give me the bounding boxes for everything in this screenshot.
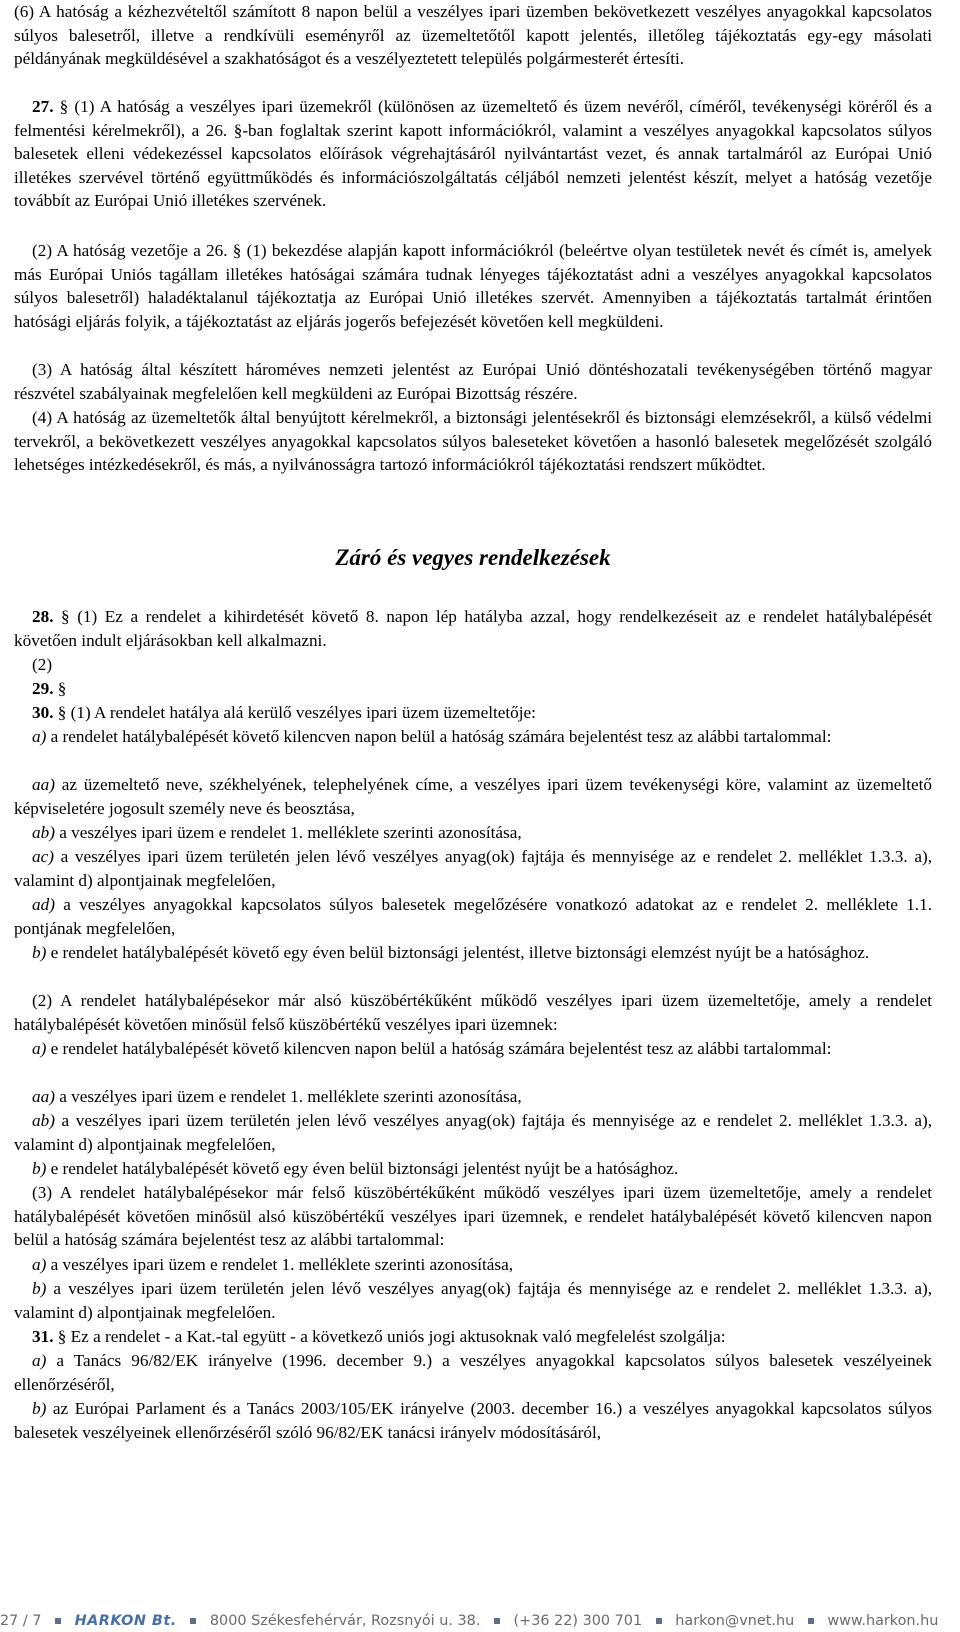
paragraph [14, 406, 932, 477]
paragraph-text: a veszélyes ipari üzem e rendelet 1. melléklete szerinti azonosítása, [54, 823, 522, 842]
paragraph [14, 358, 932, 405]
item-marker: b) [32, 1279, 47, 1298]
list-item [14, 1277, 932, 1324]
item-marker: ac) [32, 847, 54, 866]
list-item [14, 1397, 932, 1444]
item-marker: b) [32, 943, 47, 962]
paragraph-text: az Európai Parlament és a Tanács 2003/105/EK irányelve (2003. december 16.) a veszélyes anyagokkal kapcsolatos súlyos balesetek veszélyeinek ellenőrzéséről szóló 96/82/EK tanácsi irányelv módosításáról, [14, 1399, 932, 1442]
list-item [14, 1109, 932, 1156]
paragraph-text: § Ez a rendelet - a Kat.-tal együtt - a következő uniós jogi aktusoknak való megfelelést szolgálja: [53, 1327, 726, 1346]
paragraph-text: (2) [32, 655, 53, 674]
paragraph-text: az üzemeltető neve, székhelyének, telephelyének címe, a veszélyes ipari üzem tevékenységi köre, valamint az üzemeltető képviseletére jogosult személy neve és beosztása, [14, 775, 932, 818]
paragraph-text: a veszélyes ipari üzem e rendelet 1. melléklete szerinti azonosítása, [46, 1255, 514, 1274]
paragraph-section [14, 95, 932, 213]
paragraph-text: a veszélyes ipari üzem területén jelen lévő veszélyes anyag(ok) fajtája és mennyisége az e rendelet 2. melléklet 1.3.3. a), valamint d) alpontjainak megfelelően. [14, 1279, 932, 1322]
item-marker: a) [32, 1351, 47, 1370]
separator-square-icon [55, 1618, 61, 1624]
paragraph-text: (6) A hatóság a kézhezvételtől számított 8 napon belül a veszélyes ipari üzemben bekövetkezett veszélyes anyagokkal kapcsolatos súlyos balesetről, illetve a rendkívüli eseményről az üzemeltetőtől kapott jelentés, illetőleg tájékoztatás egy-egy másolati példányának megküldésével a szakhatóságot és a veszélyeztetett település polgármesterét értesíti. [14, 2, 932, 69]
paragraph-text: § (1) A rendelet hatálya alá kerülő veszélyes ipari üzem üzemeltetője: [53, 703, 536, 722]
list-item [14, 941, 932, 965]
list-item [14, 1037, 932, 1061]
paragraph-text: a veszélyes ipari üzem e rendelet 1. melléklete szerinti azonosítása, [54, 1087, 522, 1106]
footer-phone: (+36 22) 300 701 [513, 1613, 643, 1629]
item-marker: a) [32, 1255, 47, 1274]
paragraph-section [14, 1325, 932, 1349]
company-logo: HARKON Bt. [74, 1613, 177, 1629]
paragraph [14, 653, 932, 677]
paragraph-section [14, 605, 932, 652]
footer-website[interactable]: www.harkon.hu [827, 1613, 939, 1629]
page-footer [0, 1610, 960, 1632]
paragraph-section [14, 701, 932, 725]
footer-address: 8000 Székesfehérvár, Rozsnyói u. 38. [209, 1613, 481, 1629]
list-item [14, 725, 932, 749]
paragraph-text: (3) A rendelet hatálybalépésekor már felső küszöbértékűként működő veszélyes ipari üzem üzemeltetője, amely a rendelet hatálybalépését követően minősül alsó küszöbértékű veszélyes ipari üzemnek, e rendelet hatálybalépését követő kilencven napon belül a hatóság számára bejelentést tesz az alábbi tartalommal: [14, 1183, 932, 1250]
paragraph-text: a veszélyes ipari üzem területén jelen lévő veszélyes anyag(ok) fajtája és mennyisége az e rendelet 2. melléklet 1.3.3. a), valamint d) alpontjainak megfelelően, [14, 1111, 932, 1154]
separator-square-icon [656, 1618, 662, 1624]
separator-square-icon [808, 1618, 814, 1624]
paragraph-section [14, 677, 932, 701]
paragraph-text: § (1) A hatóság a veszélyes ipari üzemekről (különösen az üzemeltető és üzem nevéről, címéről, tevékenységi köréről és a felmentési kérelmekről), a 26. §-ban foglaltak szerint kapott információkról, valamint a veszélyes anyagokkal kapcsolatos súlyos balesetek elleni védekezéssel kapcsolatos előírások végrehajtásáról nyilvántartást vezet, és annak tartalmáról az Európai Unió illetékes szervével történő együttműködés és információszolgáltatás céljából nemzeti jelentést készít, melyet a hatóság vezetője továbbít az Európai Unió illetékes szervének. [14, 97, 932, 211]
list-item [14, 1085, 932, 1109]
paragraph-text: a Tanács 96/82/EK irányelve (1996. december 9.) a veszélyes anyagokkal kapcsolatos súlyos balesetek veszélyeinek ellenőrzéséről, [14, 1351, 932, 1394]
list-item [14, 821, 932, 845]
item-marker: ab) [32, 1111, 55, 1130]
section-number: 27. [32, 97, 54, 116]
paragraph-text: a rendelet hatálybalépését követő kilencven napon belül a hatóság számára bejelentést tesz az alábbi tartalommal: [46, 727, 832, 746]
item-marker: a) [32, 1039, 47, 1058]
paragraph [14, 1181, 932, 1252]
section-number: 31. [32, 1327, 54, 1346]
paragraph-text: a veszélyes ipari üzem területén jelen lévő veszélyes anyag(ok) fajtája és mennyisége az e rendelet 2. melléklet 1.3.3. a), valamint d) alpontjainak megfelelően, [14, 847, 932, 890]
paragraph [14, 239, 932, 333]
list-item [14, 893, 932, 940]
item-marker: b) [32, 1399, 47, 1418]
paragraph-text: § [53, 679, 67, 698]
paragraph [14, 0, 932, 71]
item-marker: ad) [32, 895, 55, 914]
list-item [14, 1157, 932, 1181]
separator-square-icon [494, 1618, 500, 1624]
separator-square-icon [190, 1618, 196, 1624]
paragraph-text: e rendelet hatálybalépését követő kilencven napon belül a hatóság számára bejelentést tesz az alábbi tartalommal: [46, 1039, 832, 1058]
paragraph-text: (2) A hatóság vezetője a 26. § (1) bekezdése alapján kapott információkról (beleértve olyan testületek nevét és címét is, amelyek más Európai Uniós tagállam illetékes hatóságai számára tudnak lényeges tájékoztatást adni a veszélyes anyagokkal kapcsolatos súlyos balesetről) haladéktalanul tájékoztatja az Európai Unió illetékes szervét. Amennyiben a tájékoztatás tartalmát érintően hatósági eljárás folyik, a tájékoztatást az eljárás jogerős befejezését követően kell megküldeni. [14, 241, 932, 331]
item-marker: aa) [32, 1087, 55, 1106]
paragraph-text: (2) A rendelet hatálybalépésekor már alsó küszöbértékűként működő veszélyes ipari üzem üzemeltetője, amely a rendelet hatálybalépését követően minősül felső küszöbértékű veszélyes ipari üzemnek: [14, 991, 932, 1034]
paragraph-text: (3) A hatóság által készített hároméves nemzeti jelentést az Európai Unió döntéshozatali tevékenységében történő magyar részvétel szabályainak megfelelően kell megküldeni az Európai Bizottság részére. [14, 360, 932, 403]
list-item [14, 1349, 932, 1396]
section-number: 29. [32, 679, 54, 698]
section-number: 30. [32, 703, 54, 722]
section-number: 28. [32, 607, 54, 626]
paragraph-text: e rendelet hatálybalépését követő egy éven belül biztonsági jelentést, illetve biztonsági elemzést nyújt be a hatósághoz. [46, 943, 870, 962]
list-item [14, 1253, 932, 1277]
paragraph-text: (4) A hatóság az üzemeltetők által benyújtott kérelmekről, a biztonsági jelentésekről és biztonsági elemzésekről, a külső védelmi tervekről, a bekövetkezett veszélyes anyagokkal kapcsolatos súlyos baleseteket követően a hasonló balesetek megelőzését szolgáló lehetséges intézkedésekről, és más, a nyilvánosságra tartozó információkról tájékoztatási rendszert működtet. [14, 408, 932, 475]
paragraph [14, 989, 932, 1036]
footer-email[interactable]: harkon@vnet.hu [675, 1613, 795, 1629]
item-marker: ab) [32, 823, 55, 842]
list-item [14, 845, 932, 892]
page-number: 27 / 7 [0, 1613, 42, 1629]
section-heading-text: Záró és vegyes rendelkezések [335, 545, 611, 570]
list-item [14, 773, 932, 820]
item-marker: aa) [32, 775, 55, 794]
paragraph-text: § (1) Ez a rendelet a kihirdetését követő 8. napon lép hatályba azzal, hogy rendelkezéseit az e rendelet hatálybalépését követően indult eljárásokban kell alkalmazni. [14, 607, 932, 650]
item-marker: b) [32, 1159, 47, 1178]
section-heading [14, 546, 932, 570]
paragraph-text: a veszélyes anyagokkal kapcsolatos súlyos balesetek megelőzésére vonatkozó adatokat az e rendelet 2. melléklete 1.1. pontjának megfelelően, [14, 895, 932, 938]
item-marker: a) [32, 727, 47, 746]
paragraph-text: e rendelet hatálybalépését követő egy éven belül biztonsági jelentést nyújt be a hatósághoz. [46, 1159, 679, 1178]
